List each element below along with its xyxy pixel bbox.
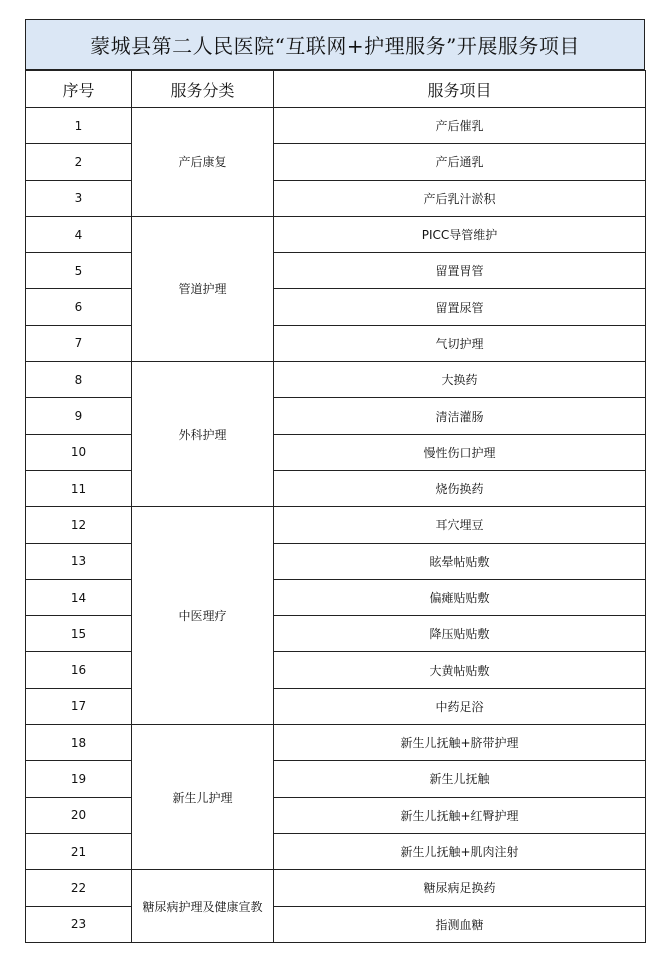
table-row — [26, 470, 646, 506]
service-sheet — [25, 19, 645, 943]
service-item: 新生儿抚触+红臀护理 — [274, 797, 646, 833]
table-row — [26, 870, 646, 906]
table-row — [26, 906, 646, 942]
table-row — [26, 216, 646, 252]
table-row — [26, 144, 646, 180]
service-item: 新生儿抚触+脐带护理 — [274, 725, 646, 761]
service-item: 降压贴贴敷 — [274, 616, 646, 652]
table-row — [26, 579, 646, 615]
row-index: 23 — [26, 906, 132, 942]
table-row — [26, 253, 646, 289]
page-title: 蒙城县第二人民医院“互联网+护理服务”开展服务项目 — [25, 19, 645, 70]
table-row — [26, 108, 646, 144]
row-index: 1 — [26, 108, 132, 144]
service-item: 慢性伤口护理 — [274, 434, 646, 470]
service-item: 偏瘫贴贴敷 — [274, 579, 646, 615]
table-row — [26, 833, 646, 869]
service-item: 烧伤换药 — [274, 470, 646, 506]
table-body — [26, 108, 646, 943]
row-index: 13 — [26, 543, 132, 579]
service-item: 留置尿管 — [274, 289, 646, 325]
row-index: 22 — [26, 870, 132, 906]
service-item: 眩晕帖贴敷 — [274, 543, 646, 579]
table-row — [26, 797, 646, 833]
service-item: 新生儿抚触 — [274, 761, 646, 797]
table-row — [26, 289, 646, 325]
table-row — [26, 180, 646, 216]
row-index: 21 — [26, 833, 132, 869]
row-index: 19 — [26, 761, 132, 797]
table-row — [26, 434, 646, 470]
service-item: PICC导管维护 — [274, 216, 646, 252]
row-index: 8 — [26, 362, 132, 398]
row-index: 7 — [26, 325, 132, 361]
service-item: 留置胃管 — [274, 253, 646, 289]
table-row — [26, 362, 646, 398]
header-category: 服务分类 — [132, 71, 274, 108]
row-index: 15 — [26, 616, 132, 652]
category-cell: 糖尿病护理及健康宣教 — [132, 870, 274, 943]
table-row — [26, 325, 646, 361]
row-index: 20 — [26, 797, 132, 833]
service-item: 产后乳汁淤积 — [274, 180, 646, 216]
service-item: 大换药 — [274, 362, 646, 398]
row-index: 12 — [26, 507, 132, 543]
service-item: 耳穴埋豆 — [274, 507, 646, 543]
row-index: 18 — [26, 725, 132, 761]
service-item: 新生儿抚触+肌肉注射 — [274, 833, 646, 869]
row-index: 16 — [26, 652, 132, 688]
service-item: 清洁灌肠 — [274, 398, 646, 434]
row-index: 14 — [26, 579, 132, 615]
service-item: 气切护理 — [274, 325, 646, 361]
service-item: 产后通乳 — [274, 144, 646, 180]
service-item: 指测血糖 — [274, 906, 646, 942]
service-table — [25, 70, 646, 943]
table-row — [26, 761, 646, 797]
row-index: 11 — [26, 470, 132, 506]
category-cell: 新生儿护理 — [132, 725, 274, 870]
row-index: 9 — [26, 398, 132, 434]
service-item: 大黄帖贴敷 — [274, 652, 646, 688]
header-row — [26, 71, 646, 108]
table-row — [26, 616, 646, 652]
table-row — [26, 652, 646, 688]
table-row — [26, 688, 646, 724]
service-item: 糖尿病足换药 — [274, 870, 646, 906]
category-cell: 产后康复 — [132, 108, 274, 217]
row-index: 2 — [26, 144, 132, 180]
table-row — [26, 398, 646, 434]
category-cell: 中医理疗 — [132, 507, 274, 725]
row-index: 6 — [26, 289, 132, 325]
header-index: 序号 — [26, 71, 132, 108]
category-cell: 外科护理 — [132, 362, 274, 507]
table-row — [26, 725, 646, 761]
row-index: 4 — [26, 216, 132, 252]
category-cell: 管道护理 — [132, 216, 274, 361]
header-item: 服务项目 — [274, 71, 646, 108]
table-row — [26, 543, 646, 579]
service-item: 产后催乳 — [274, 108, 646, 144]
table-row — [26, 507, 646, 543]
service-item: 中药足浴 — [274, 688, 646, 724]
row-index: 10 — [26, 434, 132, 470]
row-index: 3 — [26, 180, 132, 216]
row-index: 5 — [26, 253, 132, 289]
row-index: 17 — [26, 688, 132, 724]
